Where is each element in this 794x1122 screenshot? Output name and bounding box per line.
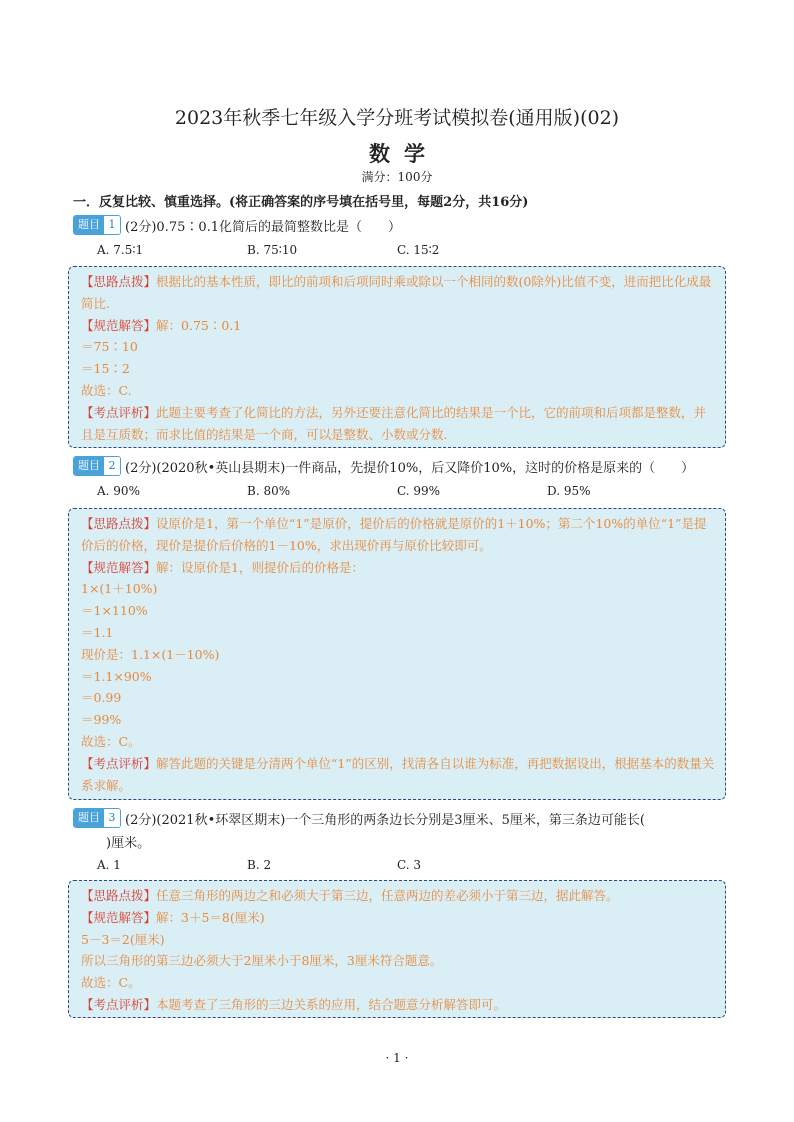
full-mark: 满分：100分 [361, 170, 433, 184]
question-tag [73, 808, 121, 828]
review-heading: 【考点评析】 [81, 404, 157, 420]
solution-step: ＝15∶2 [81, 361, 130, 377]
solution-step: 1×(1＋10%) [81, 581, 158, 597]
question-tag-label: 题目 [74, 809, 104, 827]
review-heading: 【考点评析】 [81, 755, 157, 771]
solution-step: 5－3＝2(厘米) [81, 931, 165, 947]
review-text: 解答此题的关键是分清两个单位“1”的区别，找清各自以谁为标准，再把数据设出，根据基本的数量关系求解。 [81, 755, 715, 793]
option-c: C. 3 [397, 858, 422, 872]
question-2 [73, 456, 694, 476]
hint-heading: 【思路点拨】 [81, 274, 157, 289]
subject-title: 数学 [369, 141, 439, 166]
question-tag-number: 3 [104, 809, 120, 827]
solution-text: 解：设原价是1，则提价后的价格是： [156, 559, 364, 575]
solution-step: ＝1.1×90% [81, 668, 152, 684]
solution-step: ＝0.99 [81, 690, 122, 706]
question-tag-number: 2 [104, 457, 120, 475]
option-a: A. 90% [97, 484, 140, 498]
option-a: A. 1 [97, 858, 121, 872]
section-heading: 一．反复比较、慎重选择。(将正确答案的序号填在括号里，每题2分，共16分) [73, 195, 529, 210]
review-heading: 【考点评析】 [81, 996, 157, 1012]
option-b: B. 75∶10 [247, 243, 298, 257]
question-3 [73, 808, 645, 828]
question-text-continued: )厘米。 [106, 836, 151, 851]
solution-heading: 【规范解答】 [81, 317, 157, 333]
solution-step: 现价是：1.1×(1－10%) [81, 646, 220, 662]
solution-step: 所以三角形的第三边必须大于2厘米小于8厘米，3厘米符合题意。 [81, 953, 443, 969]
solution-step: ＝1.1 [81, 624, 114, 640]
solution-answer: 故选：C。 [81, 733, 141, 749]
analysis-box-2 [68, 508, 726, 800]
review-text: 此题主要考查了化简比的方法，另外还要注意化简比的结果是一个比，它的前项和后项都是整数，并且是互质数；而求比值的结果是一个商，可以是整数、小数或分数. [81, 404, 707, 442]
hint-text: 设原价是1，第一个单位“1”是原价，提价后的价格就是原价的1＋10%；第二个10%的单位“1”是提价后的价格，现价是提价后价格的1－10%，求出现价再与原价比较即可。 [81, 516, 707, 553]
analysis-box-1 [68, 266, 726, 448]
page-number: · 1 · [385, 1051, 409, 1065]
question-1 [73, 215, 401, 235]
question-tag-label: 题目 [74, 457, 104, 475]
option-b: B. 80% [247, 484, 291, 498]
option-d: D. 95% [547, 484, 591, 498]
solution-heading: 【规范解答】 [81, 559, 157, 575]
solution-heading: 【规范解答】 [81, 909, 157, 925]
option-c: C. 99% [397, 484, 441, 498]
hint-text: 任意三角形的两边之和必须大于第三边，任意两边的差必须小于第三边，据此解答。 [156, 888, 619, 903]
hint-text: 根据比的基本性质，即比的前项和后项同时乘或除以一个相同的数(0除外)比值不变，进而把比化成最简比. [81, 274, 712, 311]
option-a: A. 7.5∶1 [97, 243, 144, 257]
hint-heading: 【思路点拨】 [81, 888, 157, 903]
option-b: B. 2 [247, 858, 272, 872]
hint-heading: 【思路点拨】 [81, 516, 157, 531]
question-text: (2分)(2020秋•英山县期末)一件商品，先提价10%，后又降价10%，这时的价格是原来的（ ） [125, 460, 695, 476]
solution-step: ＝1×110% [81, 603, 148, 619]
question-tag [73, 215, 121, 235]
solution-answer: 故选：C. [81, 382, 132, 398]
solution-text: 解：0.75∶0.1 [156, 317, 242, 333]
question-tag-number: 1 [104, 216, 120, 234]
option-c: C. 15∶2 [397, 243, 440, 257]
review-text: 本题考查了三角形的三边关系的应用，结合题意分析解答即可。 [156, 996, 507, 1012]
question-tag-label: 题目 [74, 216, 104, 234]
solution-text: 解：3＋5＝8(厘米) [156, 909, 265, 925]
question-text: (2分)0.75∶0.1化简后的最简整数比是（ ） [125, 219, 402, 235]
question-text: (2分)(2021秋•环翠区期末)一个三角形的两条边长分别是3厘米、5厘米，第三条边可能长( [125, 812, 645, 828]
page-title: 2023年秋季七年级入学分班考试模拟卷(通用版)(02) [174, 107, 620, 129]
question-tag [73, 456, 121, 476]
analysis-box-3 [68, 880, 726, 1018]
solution-step: ＝99% [81, 712, 122, 728]
solution-answer: 故选：C。 [81, 975, 141, 991]
solution-step: ＝75∶10 [81, 339, 138, 355]
